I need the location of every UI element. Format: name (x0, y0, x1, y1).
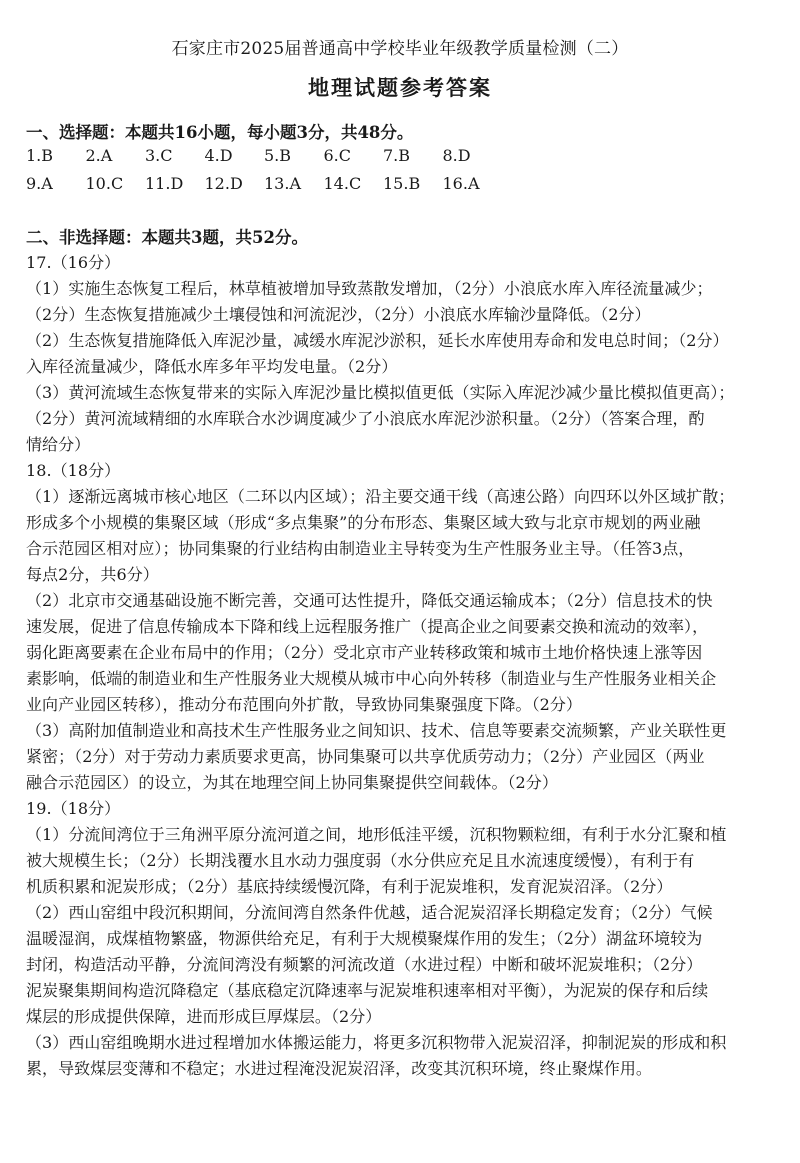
answer-line: （2分）生态恢复措施减少土壤侵蚀和河流泥沙，（2分）小浪底水库输沙量降低。（2分） (26, 305, 651, 324)
answer-line: 机质积累和泥炭形成；（2分）基底持续缓慢沉降，有利于泥炭堆积，发育泥炭沼泽。（2分） (26, 877, 673, 896)
answer-line: 泥炭聚集期间构造沉降稳定（基底稳定沉降速率与泥炭堆积速率相对平衡），为泥炭的保存和后续 (26, 981, 709, 1000)
answer-line: 温暖湿润，成煤植物繁盛，物源供给充足，有利于大规模聚煤作用的发生；（2分）湖盆环境较为 (26, 929, 703, 948)
mc-answers-row-1 (26, 146, 502, 165)
mc-answer-10: 10.C (85, 174, 124, 193)
answer-line: 封闭，构造活动平静，分流间湾没有频繁的河流改道（水进过程）中断和破坏泥炭堆积；（2分） (26, 955, 703, 974)
answer-line: 每点2分，共6分） (26, 565, 159, 584)
mc-answer-6: 6.C (323, 146, 352, 165)
answer-line: 素影响，低端的制造业和生产性服务业大规模从城市中心向外转移（制造业与生产性服务业相关企 (26, 669, 717, 688)
answer-line: 合示范园区相对应）；协同集聚的行业结构由制造业主导转变为生产性服务业主导。（任答3点， (26, 539, 695, 558)
question-17-header: 17.（16分） (26, 253, 121, 272)
question-18-header: 18.（18分） (26, 461, 121, 480)
answer-line: 被大规模生长；（2分）长期浅覆水且水动力强度弱（水分供应充足且水流速度缓慢），有利于有 (26, 851, 695, 870)
answer-line: （1）逐渐远离城市核心地区（二环以内区域）；沿主要交通干线（高速公路）向四环以外区域扩散； (26, 487, 735, 506)
mc-answer-2: 2.A (85, 146, 113, 165)
answer-line: 紧密；（2分）对于劳动力素质要求更高，协同集聚可以共享优质劳动力；（2分）产业园区（两业 (26, 747, 705, 766)
exam-header: 石家庄市2025届普通高中学校毕业年级教学质量检测（二） (171, 39, 629, 59)
answer-line: 弱化距离要素在企业布局中的作用；（2分）受北京市产业转移政策和城市土地价格快速上涨等因 (26, 643, 703, 662)
answer-line: （2）西山窑组中段沉积期间，分流间湾自然条件优越，适合泥炭沼泽长期稳定发育；（2分）气候 (26, 903, 713, 922)
mc-answer-16: 16.A (442, 174, 480, 193)
answer-line: （3）黄河流域生态恢复带来的实际入库泥沙量比模拟值更低（实际入库泥沙减少量比模拟值更高）； (26, 383, 735, 402)
mc-answer-7: 7.B (383, 146, 411, 165)
mc-answer-9: 9.A (26, 174, 53, 193)
page-title: 地理试题参考答案 (308, 75, 492, 100)
answer-line: 融合示范园区）的设立，为其在地理空间上协同集聚提供空间载体。（2分） (26, 773, 558, 792)
answer-line: 情给分） (26, 435, 91, 454)
mc-answer-12: 12.D (204, 174, 243, 193)
answer-line: （1）实施生态恢复工程后，林草植被增加导致蒸散发增加，（2分）小浪底水库入库径流量减少； (26, 279, 713, 298)
question-19-header: 19.（18分） (26, 799, 121, 818)
section-1-heading: 一、选择题：本题共16小题，每小题3分，共48分。 (26, 123, 414, 142)
section-2-heading: 二、非选择题：本题共3题，共52分。 (26, 228, 308, 247)
mc-answer-13: 13.A (264, 174, 301, 193)
answer-line: （1）分流间湾位于三角洲平原分流河道之间，地形低洼平缓，沉积物颗粒细，有利于水分汇聚和植 (26, 825, 727, 844)
mc-answer-14: 14.C (323, 174, 362, 193)
mc-answer-11: 11.D (145, 174, 184, 193)
mc-answer-15: 15.B (383, 174, 421, 193)
mc-answers-row-2 (26, 174, 502, 193)
answer-line: 业向产业园区转移），推动分布范围向外扩散，导致协同集聚强度下降。（2分） (26, 695, 582, 714)
answer-line: 煤层的形成提供保障，进而形成巨厚煤层。（2分） (26, 1007, 382, 1026)
answer-line: 入库径流量减少，降低水库多年平均发电量。（2分） (26, 357, 398, 376)
mc-answer-4: 4.D (204, 146, 233, 165)
mc-answer-8: 8.D (442, 146, 471, 165)
answer-line: （2分）黄河流域精细的水库联合水沙调度减少了小浪底水库泥沙淤积量。（2分）（答案合理，酌 (26, 409, 705, 428)
answer-line: （3）高附加值制造业和高技术生产性服务业之间知识、技术、信息等要素交流频繁，产业关联性更 (26, 721, 727, 740)
answer-line: 速发展，促进了信息传输成本下降和线上远程服务推广（提高企业之间要素交换和流动的效率）， (26, 617, 709, 636)
answer-line: （3）西山窑组晚期水进过程增加水体搬运能力，将更多沉积物带入泥炭沼泽，抑制泥炭的形成和积 (26, 1033, 727, 1052)
answer-line: （2）生态恢复措施降低入库泥沙量，减缓水库泥沙淤积，延长水库使用寿命和发电总时间；（2分） (26, 331, 729, 350)
mc-answer-1: 1.B (26, 146, 54, 165)
mc-answer-5: 5.B (264, 146, 292, 165)
answer-line: 形成多个小规模的集聚区域（形成“多点集聚”的分布形态、集聚区域大致与北京市规划的两业融 (26, 513, 701, 532)
mc-answer-3: 3.C (145, 146, 173, 165)
answer-line: （2）北京市交通基础设施不断完善，交通可达性提升，降低交通运输成本；（2分）信息技术的快 (26, 591, 713, 610)
answer-line: 累，导致煤层变薄和不稳定；水进过程淹没泥炭沼泽，改变其沉积环境，终止聚煤作用。 (26, 1059, 652, 1078)
